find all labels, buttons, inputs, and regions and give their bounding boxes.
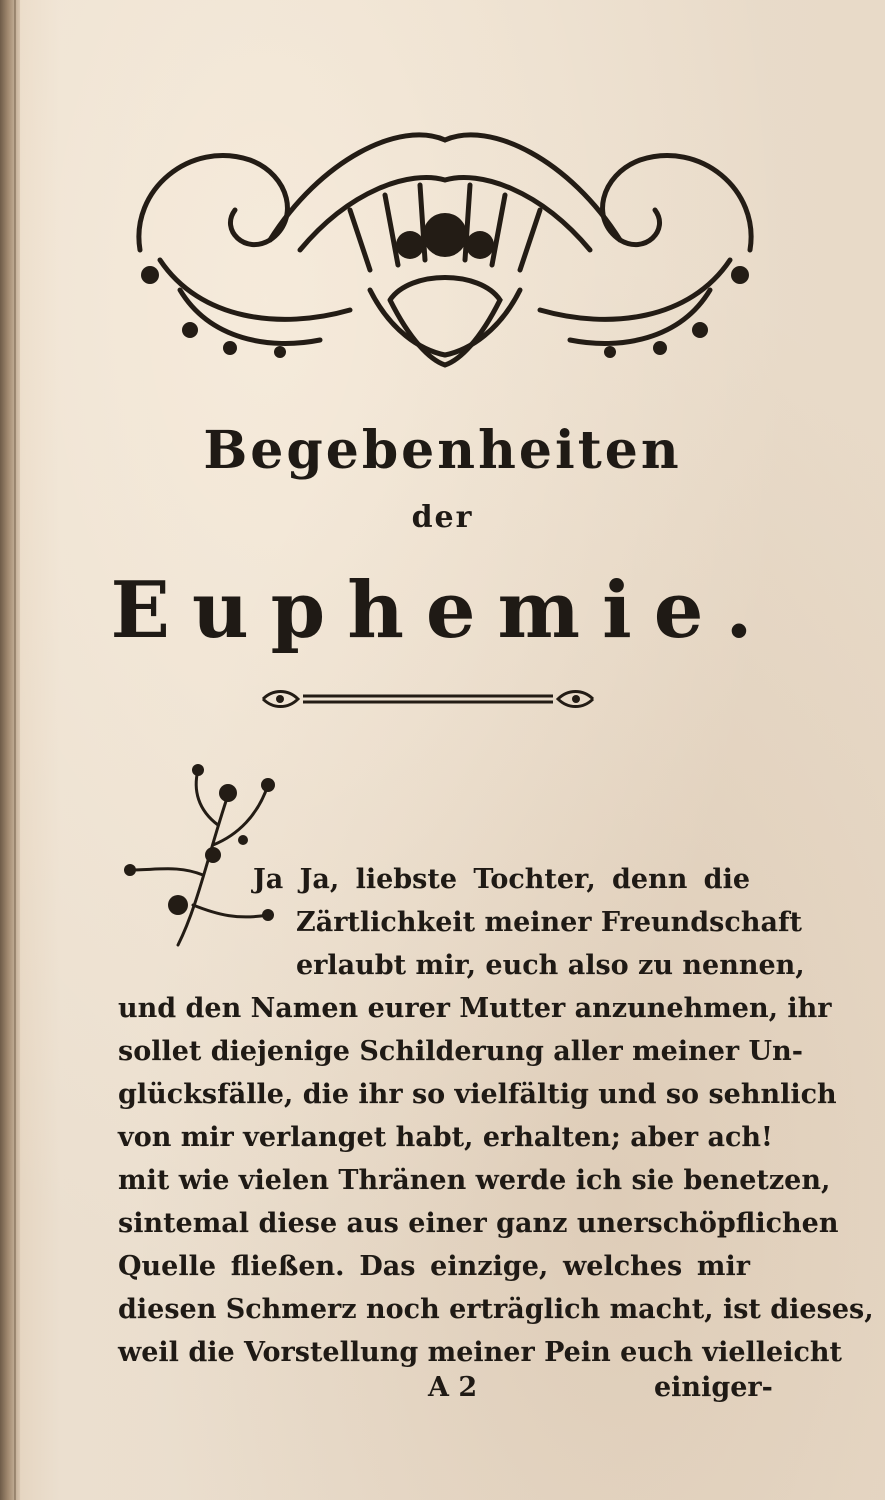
text-line: mit wie vielen Thränen werde ich sie benetzen,: [118, 1165, 831, 1196]
text-line: Ja Ja, liebste Tochter, denn die: [253, 864, 750, 895]
title-line-3: Euphemie.: [110, 565, 775, 656]
text-line: Zärtlichkeit meiner Freundschaft: [296, 907, 803, 938]
text-line: Quelle fließen. Das einzige, welches mir: [118, 1251, 750, 1282]
text-line: sintemal diese aus einer ganz unerschöpflichen: [118, 1208, 839, 1239]
text-line: glücksfälle, die ihr so vielfältig und so sehnlich: [118, 1079, 837, 1110]
title-line-2: der: [411, 500, 474, 535]
text-line: von mir verlanget habt, erhalten; aber ach!: [118, 1122, 773, 1153]
headpiece-ornament-icon: [120, 100, 770, 370]
title-line-1: Begebenheiten: [203, 420, 682, 481]
text-line: weil die Vorstellung meiner Pein euch vielleicht: [118, 1337, 843, 1368]
body-paragraph: [118, 858, 874, 1374]
book-spine: [0, 0, 20, 1500]
signature-mark: A 2: [428, 1372, 478, 1403]
text-line: sollet diejenige Schilderung aller meiner Un-: [118, 1036, 803, 1067]
ornamental-rule-icon: [258, 684, 598, 714]
catchword: einiger-: [654, 1372, 773, 1403]
gutter-line: [14, 0, 16, 1500]
text-line: erlaubt mir, euch also zu nennen,: [296, 950, 805, 981]
text-line: diesen Schmerz noch erträglich macht, ist dieses,: [118, 1294, 874, 1325]
text-line: und den Namen eurer Mutter anzunehmen, ihr: [118, 993, 832, 1024]
